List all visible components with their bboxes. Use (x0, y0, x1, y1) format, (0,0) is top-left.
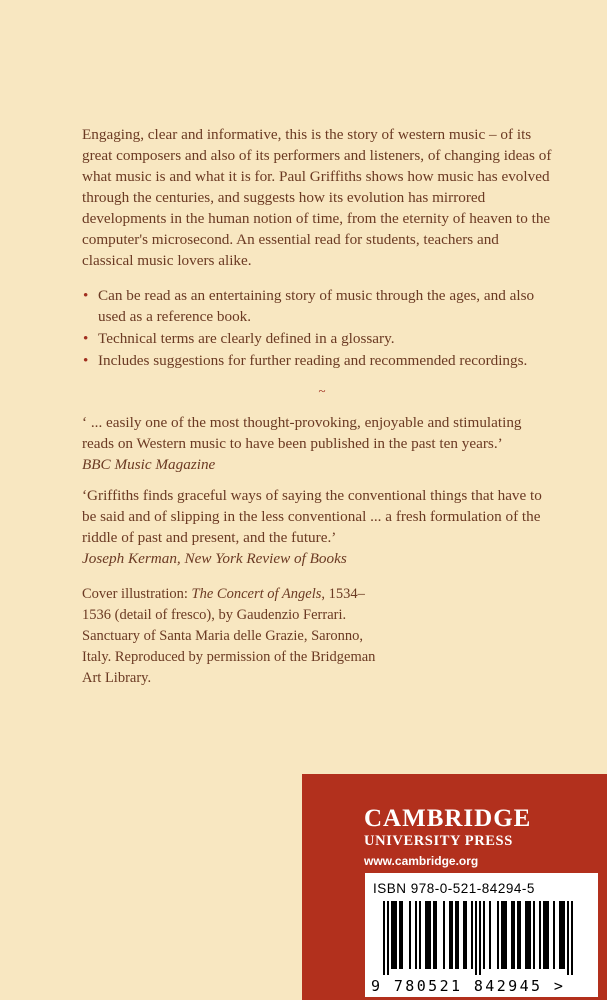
barcode-bar (475, 901, 477, 975)
barcode-box (365, 873, 598, 997)
barcode-bar (559, 901, 561, 969)
ean-digits: 9 780521 842945 > (371, 977, 566, 995)
barcode-bar (425, 901, 427, 969)
barcode-bar (471, 901, 473, 969)
barcode-bar (479, 901, 481, 975)
credit-details: , 1534–1536 (detail of fresco), by Gaudenzio Ferrari. Sanctuary of Santa Maria delle Grazie, Saronno, Italy. Reproduced by permission of the Bridgeman Art Library. (82, 586, 376, 686)
barcode-bar (505, 901, 507, 969)
barcode-bar (429, 901, 431, 969)
barcode-bar (497, 901, 499, 969)
publisher-url: www.cambridge.org (364, 854, 479, 868)
barcode-bar (457, 901, 459, 969)
barcode-bar (571, 901, 573, 975)
quote-source: Joseph Kerman, New York Review of Books (82, 550, 347, 567)
barcode-bar (433, 901, 435, 969)
barcode-bar (449, 901, 451, 969)
publisher-name: CAMBRIDGE (364, 805, 532, 832)
quote-source: BBC Music Magazine (82, 456, 216, 473)
barcode-icon (377, 901, 585, 975)
barcode-bar (519, 901, 521, 969)
barcode-bar (415, 901, 417, 969)
feature-item: • Technical terms are clearly defined in a glossary. (82, 328, 552, 349)
quote-text: ‘Griffiths finds graceful ways of saying the conventional things that have to be said and of slipping in the less conventional ... a fresh formulation of the riddle of past and present, and the future.’ (82, 487, 542, 546)
barcode-bar (383, 901, 385, 975)
barcode-bar (511, 901, 513, 969)
credit-prefix: Cover illustration: (82, 586, 192, 602)
barcode-bar (391, 901, 393, 969)
cover-illustration-credit (82, 584, 382, 689)
barcode-bar (443, 901, 445, 969)
barcode-bar (451, 901, 453, 969)
back-cover-text (82, 124, 552, 579)
review-quote (82, 485, 552, 569)
barcode-bar (539, 901, 541, 969)
barcode-bar (387, 901, 389, 975)
barcode-bar (553, 901, 555, 969)
barcode-bar (563, 901, 565, 969)
barcode-bar (489, 901, 491, 969)
barcode-bar (567, 901, 569, 975)
barcode-bar (401, 901, 403, 969)
credit-title: The Concert of Angels (191, 586, 322, 602)
isbn-label: ISBN 978-0-521-84294-5 (373, 881, 535, 896)
barcode-bar (395, 901, 397, 969)
barcode-bar (561, 901, 563, 969)
publisher-press: UNIVERSITY PRESS (364, 833, 513, 849)
barcode-bar (455, 901, 457, 969)
barcode-bar (545, 901, 547, 969)
barcode-bar (503, 901, 505, 969)
barcode-bar (547, 901, 549, 969)
barcode-bar (517, 901, 519, 969)
barcode-bar (529, 901, 531, 969)
barcode-bar (483, 901, 485, 969)
publisher-panel (302, 774, 607, 1000)
feature-item: • Can be read as an entertaining story of music through the ages, and also used as a reference book. (82, 285, 552, 327)
barcode-bar (393, 901, 395, 969)
quote-text: ‘ ... easily one of the most thought-provoking, enjoyable and stimulating reads on Western music to have been published in the past ten years.’ (82, 414, 522, 452)
barcode-bar (409, 901, 411, 969)
barcode-bar (527, 901, 529, 969)
feature-list (82, 285, 552, 371)
barcode-bar (419, 901, 421, 969)
barcode-bar (427, 901, 429, 969)
barcode-bar (533, 901, 535, 969)
book-description: Engaging, clear and informative, this is the story of western music – of its great composers and also of its performers and listeners, of changing ideas of what music is and what it is for. Paul Griffiths shows how music has evolved through the centuries, and suggests how its evolution has mirrored developments in the human notion of time, from the eternity of heaven to the computer's microsecond. An essential read for students, teachers and classical music lovers alike. (82, 126, 552, 269)
barcode-bar (463, 901, 465, 969)
ornament-divider-icon: ~ (318, 383, 326, 398)
barcode-bar (501, 901, 503, 969)
barcode-bar (435, 901, 437, 969)
barcode-bar (399, 901, 401, 969)
barcode-bar (465, 901, 467, 969)
review-quote (82, 412, 552, 475)
barcode-bar (543, 901, 545, 969)
barcode-bar (525, 901, 527, 969)
feature-item: • Includes suggestions for further reading and recommended recordings. (82, 350, 552, 371)
barcode-bar (513, 901, 515, 969)
